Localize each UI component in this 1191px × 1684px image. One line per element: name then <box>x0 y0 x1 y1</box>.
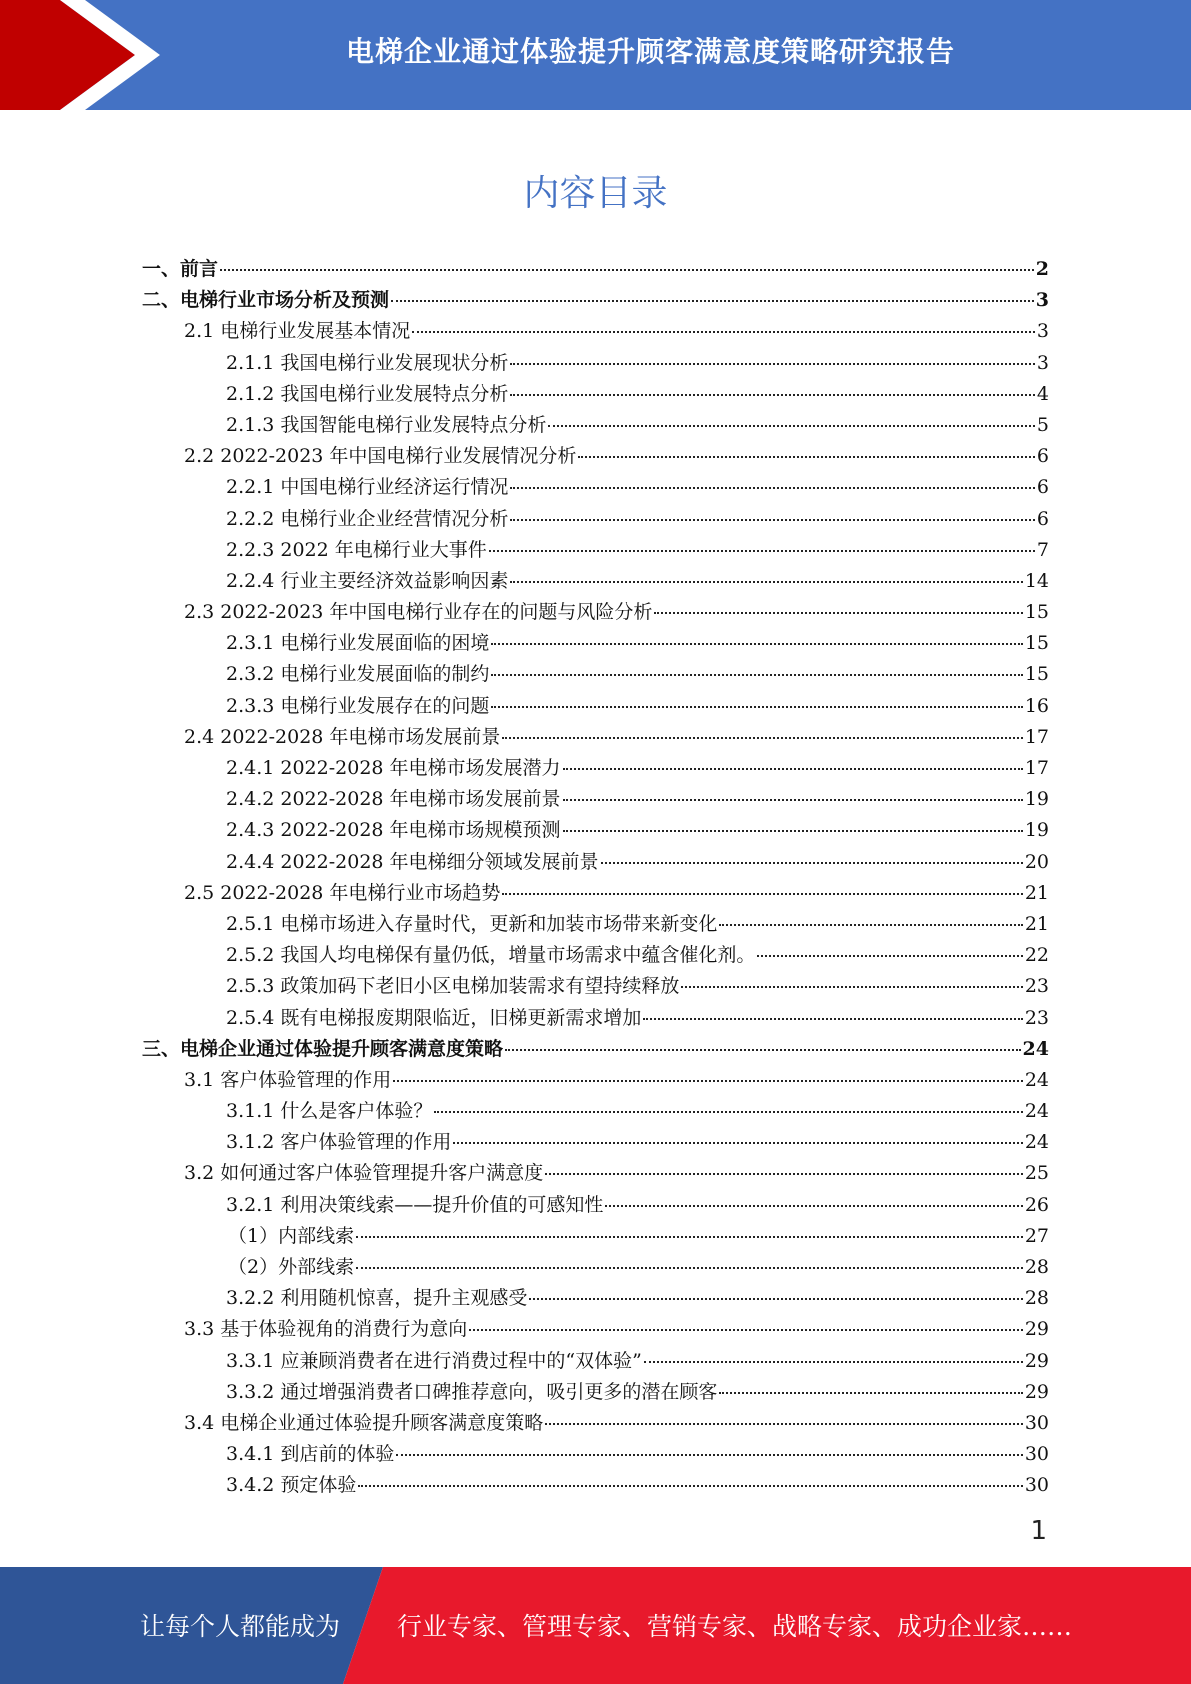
toc-entry-page: 29 <box>1024 1380 1049 1403</box>
toc-entry-title: 2.4.1 2022-2028 年电梯市场发展潜力 <box>226 757 561 779</box>
toc-entry-title: 3.3.1 应兼顾消费者在进行消费过程中的“双体验” <box>226 1349 642 1372</box>
toc-entry-page: 29 <box>1024 1318 1049 1341</box>
toc-entry[interactable] <box>142 722 1049 753</box>
toc-entry-page: 6 <box>1036 445 1049 468</box>
toc-entry[interactable] <box>142 659 1049 690</box>
toc-entry-title: 2.5.1 电梯市场进入存量时代，更新和加装市场带来新变化 <box>226 912 718 935</box>
toc-entry-title: 2.2.2 电梯行业企业经营情况分析 <box>226 507 509 530</box>
toc-dot-leader <box>545 1173 1023 1175</box>
toc-entry-page: 5 <box>1036 413 1049 436</box>
toc-dot-leader <box>605 1205 1022 1207</box>
toc-dot-leader <box>358 1485 1022 1487</box>
toc-entry[interactable] <box>142 909 1049 940</box>
toc-entry-page: 21 <box>1024 912 1049 935</box>
toc-entry-title: 2.2.4 行业主要经济效益影响因素 <box>226 569 509 592</box>
toc-entry[interactable] <box>142 316 1049 347</box>
toc-entry-title: 2.3.3 电梯行业发展存在的问题 <box>226 694 490 717</box>
toc-entry[interactable] <box>142 1158 1049 1189</box>
toc-entry[interactable] <box>142 691 1049 722</box>
toc-entry-title: 2.3 2022-2023 年中国电梯行业存在的问题与风险分析 <box>184 601 653 624</box>
toc-entry[interactable] <box>142 1065 1049 1096</box>
toc-entry-title: 三、电梯企业通过体验提升顾客满意度策略 <box>142 1037 504 1060</box>
toc-entry-page: 7 <box>1036 538 1049 561</box>
toc-dot-leader <box>644 1361 1023 1363</box>
toc-entry-page: 24 <box>1024 1131 1049 1154</box>
toc-entry-title: 3.1.2 客户体验管理的作用 <box>226 1131 452 1154</box>
toc-entry-title: 3.2 如何通过客户体验管理提升客户满意度 <box>184 1162 544 1185</box>
toc-entry-title: 3.2.1 利用决策线索——提升价值的可感知性 <box>226 1193 604 1216</box>
toc-entry[interactable] <box>142 1127 1049 1158</box>
toc-entry-title: 一、前言 <box>142 258 219 280</box>
toc-dot-leader <box>578 456 1034 458</box>
toc-dot-leader <box>757 955 1022 957</box>
toc-entry-page: 6 <box>1036 507 1049 530</box>
toc-dot-leader <box>563 768 1023 770</box>
toc-dot-leader <box>545 1423 1023 1425</box>
toc-entry[interactable] <box>142 566 1049 597</box>
toc-entry[interactable] <box>142 1003 1049 1034</box>
toc-entry-page: 24 <box>1024 1100 1049 1123</box>
toc-entry-page: 28 <box>1024 1256 1049 1278</box>
toc-entry[interactable] <box>142 379 1049 410</box>
toc-dot-leader <box>491 706 1022 708</box>
toc-dot-leader <box>502 737 1022 739</box>
toc-entry-page: 15 <box>1024 632 1049 655</box>
toc-dot-leader <box>356 1236 1023 1238</box>
toc-entry[interactable] <box>142 1190 1049 1221</box>
toc-dot-leader <box>510 394 1035 396</box>
toc-entry-title: 二、电梯行业市场分析及预测 <box>142 289 390 312</box>
toc-entry[interactable] <box>142 348 1049 379</box>
toc-entry[interactable] <box>142 1470 1049 1501</box>
toc-dot-leader <box>356 1267 1023 1269</box>
toc-entry-page: 6 <box>1036 476 1049 499</box>
toc-entry-page: 3 <box>1036 351 1049 374</box>
toc-entry-title: 2.5.4 既有电梯报废期限临近，旧梯更新需求增加 <box>226 1006 642 1029</box>
toc-entry-page: 24 <box>1022 1037 1049 1060</box>
toc-entry-title: 2.5 2022-2028 年电梯行业市场趋势 <box>184 881 501 904</box>
toc-dot-leader <box>563 830 1023 832</box>
toc-entry-title: （1）内部线索 <box>228 1224 355 1247</box>
toc-heading: 内容目录 <box>523 173 668 214</box>
toc-dot-leader <box>681 986 1022 988</box>
toc-entry[interactable] <box>142 940 1049 971</box>
toc-entry[interactable] <box>142 753 1049 784</box>
toc-dot-leader <box>529 1298 1022 1300</box>
toc-entry-page: 24 <box>1024 1068 1049 1091</box>
toc-entry-title: 3.3 基于体验视角的消费行为意向 <box>184 1318 468 1341</box>
toc-dot-leader <box>491 643 1022 645</box>
toc-entry-title: 2.4 2022-2028 年电梯市场发展前景 <box>184 725 501 748</box>
toc-dot-leader <box>548 425 1035 427</box>
page-number: 1 <box>1030 1516 1047 1546</box>
toc-entry-page: 27 <box>1024 1224 1049 1247</box>
toc-dot-leader <box>719 924 1022 926</box>
toc-dot-leader <box>469 1329 1023 1331</box>
toc-entry-title: 3.1 客户体验管理的作用 <box>184 1068 392 1091</box>
toc-entry[interactable] <box>142 1439 1049 1470</box>
toc-entry-page: 19 <box>1024 788 1049 811</box>
toc-entry-title: 2.2 2022-2023 年中国电梯行业发展情况分析 <box>184 445 577 468</box>
toc-dot-leader <box>643 1018 1022 1020</box>
toc-entry-page: 25 <box>1024 1162 1049 1185</box>
toc-entry-title: （2）外部线索 <box>228 1256 355 1278</box>
toc-dot-leader <box>393 1080 1023 1082</box>
toc-entry-title: 2.4.2 2022-2028 年电梯市场发展前景 <box>226 788 561 811</box>
toc-entry[interactable] <box>142 971 1049 1002</box>
toc-entry[interactable] <box>142 1346 1049 1377</box>
toc-entry-title: 2.2.1 中国电梯行业经济运行情况 <box>226 476 509 499</box>
toc-entry[interactable] <box>142 1096 1049 1127</box>
toc-entry-page: 20 <box>1024 850 1049 873</box>
toc-entry[interactable] <box>142 254 1049 285</box>
toc-entry-page: 21 <box>1024 881 1049 904</box>
toc-entry[interactable] <box>142 847 1049 878</box>
toc-entry-page: 30 <box>1024 1474 1049 1497</box>
toc-entry-title: 2.3.2 电梯行业发展面临的制约 <box>226 663 490 686</box>
toc-dot-leader <box>510 487 1035 489</box>
toc-dot-leader <box>220 269 1034 271</box>
toc-dot-leader <box>510 363 1035 365</box>
toc-entry-page: 14 <box>1024 569 1049 592</box>
toc-entry-title: 3.4.1 到店前的体验 <box>226 1443 395 1466</box>
toc-entry-title: 2.5.3 政策加码下老旧小区电梯加装需求有望持续释放 <box>226 975 680 998</box>
toc-dot-leader <box>453 1142 1022 1144</box>
toc-dot-leader <box>601 862 1023 864</box>
footer-slogan-left: 让每个人都能成为 <box>140 1612 341 1641</box>
toc-entry-page: 23 <box>1024 1006 1049 1029</box>
toc-entry[interactable] <box>142 285 1049 316</box>
toc-dot-leader <box>434 1111 1022 1113</box>
toc-entry-page: 2 <box>1035 258 1049 280</box>
report-title: 电梯企业通过体验提升顾客满意度策略研究报告 <box>345 35 955 68</box>
toc-entry-title: 2.1.3 我国智能电梯行业发展特点分析 <box>226 413 547 436</box>
toc-dot-leader <box>502 893 1022 895</box>
toc-entry-page: 29 <box>1024 1349 1049 1372</box>
toc-dot-leader <box>510 519 1035 521</box>
toc-entry[interactable] <box>142 535 1049 566</box>
toc-entry[interactable] <box>142 784 1049 815</box>
toc-entry-title: 3.2.2 利用随机惊喜，提升主观感受 <box>226 1287 528 1310</box>
toc-entry-title: 3.3.2 通过增强消费者口碑推荐意向，吸引更多的潜在顾客 <box>226 1380 718 1403</box>
toc-dot-leader <box>563 799 1023 801</box>
toc-entry[interactable] <box>142 1377 1049 1408</box>
toc-entry-title: 3.4.2 预定体验 <box>226 1474 357 1497</box>
toc-entry[interactable] <box>142 410 1049 441</box>
toc-entry-page: 4 <box>1036 382 1049 405</box>
toc-entry-page: 30 <box>1024 1411 1049 1434</box>
toc-dot-leader <box>396 1454 1022 1456</box>
toc-entry[interactable] <box>142 1034 1049 1065</box>
toc-entry[interactable] <box>142 1221 1049 1252</box>
toc-entry-title: 3.4 电梯企业通过体验提升顾客满意度策略 <box>184 1411 544 1434</box>
toc-entry[interactable] <box>142 628 1049 659</box>
toc-dot-leader <box>412 331 1035 333</box>
toc-entry[interactable] <box>142 1252 1049 1283</box>
toc-entry-title: 2.1.2 我国电梯行业发展特点分析 <box>226 382 509 405</box>
toc-entry-title: 2.3.1 电梯行业发展面临的困境 <box>226 632 490 655</box>
footer-slogan-right: 行业专家、管理专家、营销专家、战略专家、成功企业家…… <box>397 1612 1073 1641</box>
toc-entry-page: 28 <box>1024 1287 1049 1310</box>
toc-dot-leader <box>391 300 1034 302</box>
toc-entry-page: 3 <box>1035 289 1049 312</box>
chevron-decoration-icon <box>0 0 160 110</box>
toc-dot-leader <box>719 1392 1022 1394</box>
toc-entry-page: 15 <box>1024 663 1049 686</box>
toc-dot-leader <box>505 1049 1021 1051</box>
toc-entry[interactable] <box>142 597 1049 628</box>
toc-entry[interactable] <box>142 472 1049 503</box>
toc-entry-title: 2.4.3 2022-2028 年电梯市场规模预测 <box>226 819 561 842</box>
table-of-contents <box>142 254 1049 1502</box>
toc-entry[interactable] <box>142 1283 1049 1314</box>
toc-entry-page: 26 <box>1024 1193 1049 1216</box>
toc-dot-leader <box>491 674 1022 676</box>
toc-entry[interactable] <box>142 504 1049 535</box>
toc-entry-page: 19 <box>1024 819 1049 842</box>
toc-entry-page: 30 <box>1024 1443 1049 1466</box>
toc-entry-title: 2.1.1 我国电梯行业发展现状分析 <box>226 351 509 374</box>
toc-entry-page: 17 <box>1024 725 1049 748</box>
toc-entry-page: 16 <box>1024 694 1049 717</box>
page-header <box>0 0 1191 110</box>
toc-entry-title: 2.4.4 2022-2028 年电梯细分领域发展前景 <box>226 850 599 873</box>
toc-entry[interactable] <box>142 441 1049 472</box>
toc-entry-title: 2.2.3 2022 年电梯行业大事件 <box>226 538 487 561</box>
toc-entry-page: 3 <box>1036 320 1049 343</box>
toc-entry[interactable] <box>142 1314 1049 1345</box>
toc-entry[interactable] <box>142 1408 1049 1439</box>
toc-entry-page: 22 <box>1024 944 1049 967</box>
toc-entry-title: 2.1 电梯行业发展基本情况 <box>184 320 411 343</box>
toc-entry[interactable] <box>142 878 1049 909</box>
toc-entry-title: 3.1.1 什么是客户体验？ <box>226 1100 433 1123</box>
toc-entry-page: 15 <box>1024 601 1049 624</box>
toc-entry[interactable] <box>142 815 1049 846</box>
toc-dot-leader <box>654 612 1022 614</box>
page-footer <box>0 1567 1191 1684</box>
toc-dot-leader <box>510 581 1022 583</box>
toc-entry-page: 23 <box>1024 975 1049 998</box>
toc-dot-leader <box>489 550 1035 552</box>
toc-entry-title: 2.5.2 我国人均电梯保有量仍低，增量市场需求中蕴含催化剂。 <box>226 944 756 967</box>
toc-entry-page: 17 <box>1024 757 1049 779</box>
